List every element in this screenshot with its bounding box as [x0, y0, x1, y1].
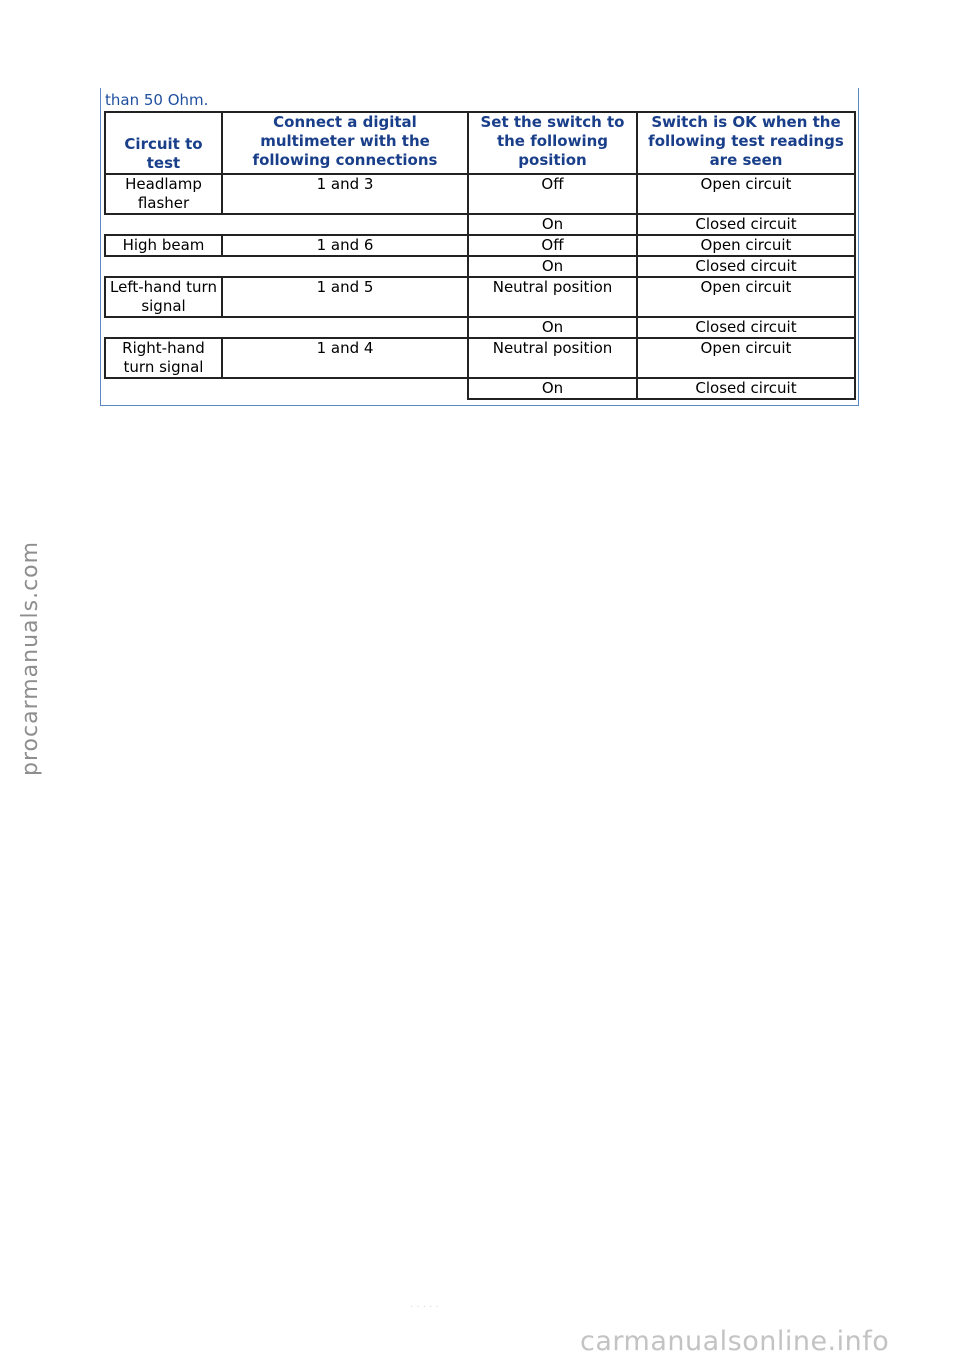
table-row — [105, 214, 855, 235]
position-cell: Off — [468, 235, 637, 256]
position-cell: On — [468, 317, 637, 338]
table-row — [105, 256, 855, 277]
blank-cell — [105, 378, 468, 399]
table-row — [105, 174, 855, 214]
table-row — [105, 338, 855, 378]
circuit-cell: Left-hand turn signal — [105, 277, 222, 317]
position-cell: Neutral position — [468, 277, 637, 317]
reading-cell: Closed circuit — [637, 317, 855, 338]
header-switch-position: Set the switch to the following position — [468, 112, 637, 174]
circuit-cell: Headlamp flasher — [105, 174, 222, 214]
header-circuit: Circuit to test — [105, 112, 222, 174]
reading-cell: Open circuit — [637, 174, 855, 214]
blank-cell — [105, 317, 468, 338]
position-cell: On — [468, 256, 637, 277]
intro-text: than 50 Ohm. — [105, 91, 209, 109]
reading-cell: Open circuit — [637, 235, 855, 256]
position-cell: On — [468, 214, 637, 235]
connection-cell: 1 and 5 — [222, 277, 468, 317]
connection-cell: 1 and 3 — [222, 174, 468, 214]
content-panel — [100, 88, 859, 406]
header-connections: Connect a digital multimeter with the following connections — [222, 112, 468, 174]
connection-cell: 1 and 6 — [222, 235, 468, 256]
reading-cell: Closed circuit — [637, 378, 855, 399]
position-cell: Neutral position — [468, 338, 637, 378]
position-cell: Off — [468, 174, 637, 214]
circuit-cell: Right-hand turn signal — [105, 338, 222, 378]
footer-faint-text: · · · · · — [410, 1302, 439, 1313]
watermark-carmanualsonline: carmanualsonline.info — [580, 1326, 890, 1357]
reading-cell: Open circuit — [637, 277, 855, 317]
position-cell: On — [468, 378, 637, 399]
circuit-cell: High beam — [105, 235, 222, 256]
switch-test-table — [104, 111, 856, 400]
reading-cell: Closed circuit — [637, 214, 855, 235]
reading-cell: Open circuit — [637, 338, 855, 378]
header-readings: Switch is OK when the following test readings are seen — [637, 112, 855, 174]
reading-cell: Closed circuit — [637, 256, 855, 277]
blank-cell — [105, 214, 468, 235]
table-row — [105, 317, 855, 338]
blank-cell — [105, 256, 468, 277]
connection-cell: 1 and 4 — [222, 338, 468, 378]
table-row — [105, 378, 855, 399]
table-row — [105, 277, 855, 317]
watermark-procarmanuals: procarmanuals.com — [18, 540, 43, 776]
table-row — [105, 235, 855, 256]
table-header-row — [105, 112, 855, 174]
